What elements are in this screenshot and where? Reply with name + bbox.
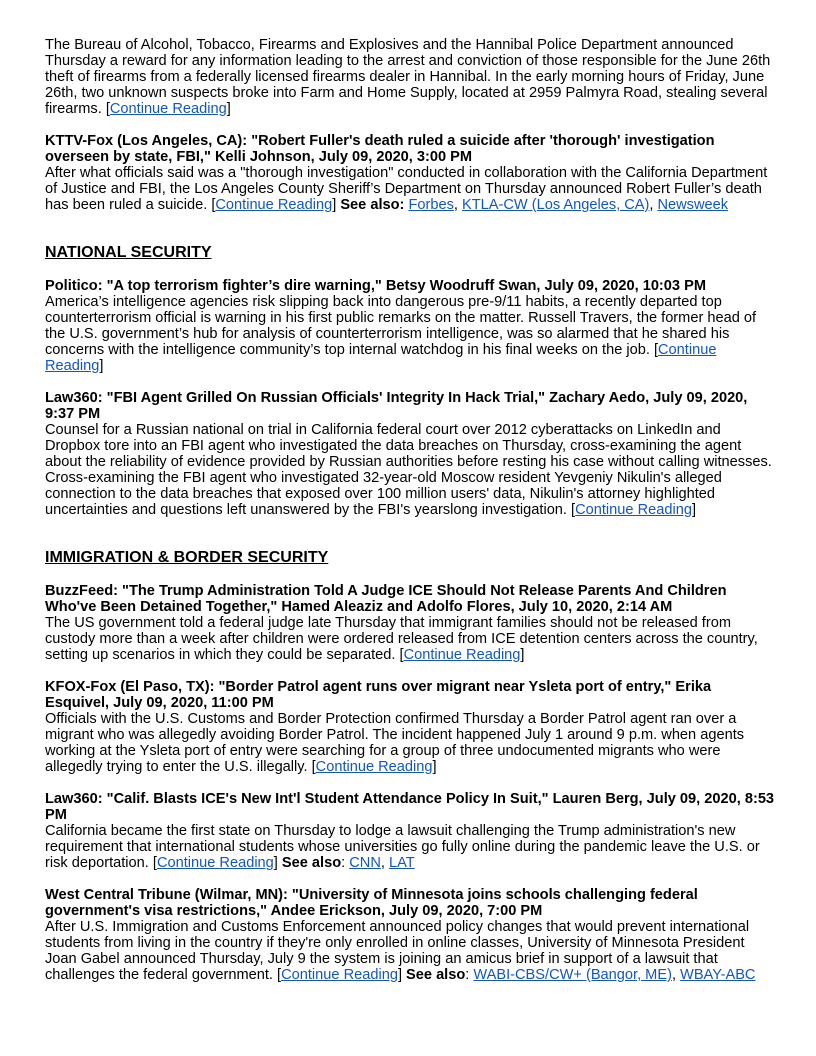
see-also-link[interactable]: KTLA-CW (Los Angeles, CA) (462, 197, 650, 213)
article-headline: BuzzFeed: "The Trump Administration Told A Judge ICE Should Not Release Parents And Children Who've Been Detained Together," Hamed Aleaziz and Adolfo Flores, July 10, 2020, 2:14 AM (45, 583, 727, 615)
see-also-link[interactable]: Forbes (408, 197, 454, 213)
article-body: After what officials said was a "thorough investigation" conducted in collaboration with the California Department of Justice and FBI, the Los Angeles County Sheriff’s Department on Thursday announced Robert Fuller’s death has been ruled a suicide. (45, 165, 768, 213)
continue-reading-link[interactable]: Continue Reading (315, 759, 433, 775)
continue-reading-link[interactable]: Continue Reading (215, 197, 333, 213)
see-also-link[interactable]: WABI-CBS/CW+ (Bangor, ME) (473, 967, 672, 983)
see-also-link[interactable]: LAT (388, 855, 415, 871)
see-also-label: See also (406, 967, 466, 983)
article-body-paragraph: Officials with the U.S. Customs and Border Protection confirmed Thursday a Border Patrol agent ran over a migrant who was allegedly avoiding Border Patrol. The incident happened July 1 around 9 p.m. when agents working at the Ysleta port of entry were searching for a group of three undocumented migrants who were allegedly trying to enter the U.S. illegally. [Continue Reading] (45, 711, 745, 775)
document-page (45, 37, 777, 999)
article-body: California became the first state on Thursday to lodge a lawsuit challenging the Trump administration's new requirement that international students whose universities go fully online during the pandemic leave the U.S. or risk deportation. (45, 823, 760, 871)
article-politico (45, 278, 777, 374)
article-west-central-tribune (45, 887, 777, 983)
article-buzzfeed (45, 583, 777, 663)
article-body: America’s intelligence agencies risk slipping back into dangerous pre-9/11 habits, a recently departed top counterterrorism official is warning in his first public remarks on the matter. Russell Travers, the former head of the U.S. government’s hub for analysis of counterterrorism intelligence, was so alarmed that he shared his concerns with the intelligence community’s top internal watchdog in his final weeks on the job. (45, 294, 757, 358)
article-body-paragraph: America’s intelligence agencies risk slipping back into dangerous pre-9/11 habits, a recently departed top counterterrorism official is warning in his first public remarks on the matter. Russell Travers, the former head of the U.S. government’s hub for analysis of counterterrorism intelligence, was so alarmed that he shared his concerns with the intelligence community’s top internal watchdog in his final weeks on the job. [Continue Reading] (45, 294, 757, 374)
continue-reading-link[interactable]: Continue Reading (281, 967, 398, 983)
intro-paragraph: The Bureau of Alcohol, Tobacco, Firearms and Explosives and the Hannibal Police Department announced Thursday a reward for any information leading to the arrest and conviction of those responsible for the June 26th theft of firearms from a federally licensed firearms dealer in Hannibal. In the early morning hours of Friday, June 26th, two unknown suspects broke into Farm and Home Supply, located at 2959 Palmyra Road, stealing several firearms. [Continue Reading] (45, 37, 771, 117)
article-kttv (45, 133, 777, 213)
article-body: The US government told a federal judge late Thursday that immigrant families should not be released from custody more than a week after children were ordered released from ICE detention centers across the country, setting up scenarios in which they could be separated. (45, 615, 758, 663)
section-heading-immigration: IMMIGRATION & BORDER SECURITY (45, 549, 329, 566)
article-body-paragraph: After U.S. Immigration and Customs Enforcement announced policy changes that would prevent international students from living in the country if they're only enrolled in online classes, University of Minnesota President Joan Gabel announced Thursday, July 9 the system is joining an amicus brief in support of a lawsuit that challenges the federal government. [Continue Reading] See also: WABI-CBS/CW+ (Bangor, ME), WBAY-ABC (45, 919, 756, 983)
article-headline: Law360: "FBI Agent Grilled On Russian Officials' Integrity In Hack Trial," Zachary Aedo, July 09, 2020, 9:37 PM (45, 390, 748, 422)
continue-reading-link[interactable]: Continue Reading (45, 342, 717, 374)
article-headline: KFOX-Fox (El Paso, TX): "Border Patrol agent runs over migrant near Ysleta port of entry," Erika Esquivel, July 09, 2020, 11:00 PM (45, 679, 712, 711)
article-kfox (45, 679, 777, 775)
article-law360-fbi (45, 390, 777, 518)
see-also-label: See also (281, 855, 342, 871)
article-headline: West Central Tribune (Wilmar, MN): "University of Minnesota joins schools challenging federal government's visa restrictions," Andee Erickson, July 09, 2020, 7:00 PM (45, 887, 698, 919)
article-body: Counsel for a Russian national on trial in California federal court over 2012 cyberattacks on LinkedIn and Dropbox tore into an FBI agent who investigated the data breaches on Thursday, cross-examining the agent about the reliability of evidence provided by Russian authorities before resting his case without calling witnesses. Cross-examining the FBI agent who investigated 32-year-old Moscow resident Yevgeniy Nikulin's alleged connection to the data breaches that exposed over 100 million users' data, Nikulin's attorney highlighted uncertainties and questions left unanswered by the FBI's yearslong investigation. (45, 422, 772, 518)
article-body: Officials with the U.S. Customs and Border Protection confirmed Thursday a Border Patrol agent ran over a migrant who was allegedly avoiding Border Patrol. The incident happened July 1 around 9 p.m. when agents working at the Ysleta port of entry were searching for a group of three undocumented migrants who were allegedly trying to enter the U.S. illegally. (45, 711, 745, 775)
article-headline: Politico: "A top terrorism fighter’s dire warning," Betsy Woodruff Swan, July 09, 2020, 10:03 PM (45, 278, 706, 294)
article-body-paragraph: Counsel for a Russian national on trial in California federal court over 2012 cyberattacks on LinkedIn and Dropbox tore into an FBI agent who investigated the data breaches on Thursday, cross-examining the agent about the reliability of evidence provided by Russian authorities before resting his case without calling witnesses. Cross-examining the FBI agent who investigated 32-year-old Moscow resident Yevgeniy Nikulin's alleged connection to the data breaches that exposed over 100 million users' data, Nikulin's attorney highlighted uncertainties and questions left unanswered by the FBI's yearslong investigation. [Continue Reading] (45, 422, 772, 518)
article-headline: Law360: "Calif. Blasts ICE's New Int'l Student Attendance Policy In Suit," Lauren Berg, July 09, 2020, 8:53 PM (45, 791, 775, 823)
article-body: After U.S. Immigration and Customs Enforcement announced policy changes that would prevent international students from living in the country if they're only enrolled in online classes, University of Minnesota President Joan Gabel announced Thursday, July 9 the system is joining an amicus brief in support of a lawsuit that challenges the federal government. (45, 919, 750, 983)
article-law360-calif (45, 791, 777, 871)
see-also-label: See also: (340, 197, 405, 213)
see-also-link[interactable]: CNN (349, 855, 381, 871)
article-body-paragraph: California became the first state on Thursday to lodge a lawsuit challenging the Trump administration's new requirement that international students whose universities go fully online during the pandemic leave the U.S. or risk deportation. [Continue Reading] See also: CNN, LAT (45, 823, 760, 871)
article-body-paragraph: The US government told a federal judge late Thursday that immigrant families should not be released from custody more than a week after children were ordered released from ICE detention centers across the country, setting up scenarios in which they could be separated. [Continue Reading] (45, 615, 758, 663)
see-also-link[interactable]: Newsweek (657, 197, 729, 213)
continue-reading-link[interactable]: Continue Reading (403, 647, 521, 663)
continue-reading-link[interactable]: Continue Reading (156, 855, 274, 871)
continue-reading-link[interactable]: Continue Reading (575, 502, 692, 518)
intro-body: The Bureau of Alcohol, Tobacco, Firearms and Explosives and the Hannibal Police Department announced Thursday a reward for any information leading to the arrest and conviction of those responsible for the June 26th theft of firearms from a federally licensed firearms dealer in Hannibal. In the early morning hours of Friday, June 26th, two unknown suspects broke into Farm and Home Supply, located at 2959 Palmyra Road, stealing several firearms. (45, 37, 771, 117)
see-also-link[interactable]: WBAY-ABC (680, 967, 756, 983)
article-headline: KTTV-Fox (Los Angeles, CA): "Robert Fuller's death ruled a suicide after 'thorough' investigation overseen by state, FBI," Kelli Johnson, July 09, 2020, 3:00 PM (45, 133, 715, 165)
article-body-paragraph: After what officials said was a "thorough investigation" conducted in collaboration with the California Department of Justice and FBI, the Los Angeles County Sheriff’s Department on Thursday announced Robert Fuller’s death has been ruled a suicide. [Continue Reading] See also: Forbes, KTLA-CW (Los Angeles, CA), Newsweek (45, 165, 768, 213)
section-heading-national-security: NATIONAL SECURITY (45, 244, 212, 261)
continue-reading-link[interactable]: Continue Reading (109, 101, 227, 117)
